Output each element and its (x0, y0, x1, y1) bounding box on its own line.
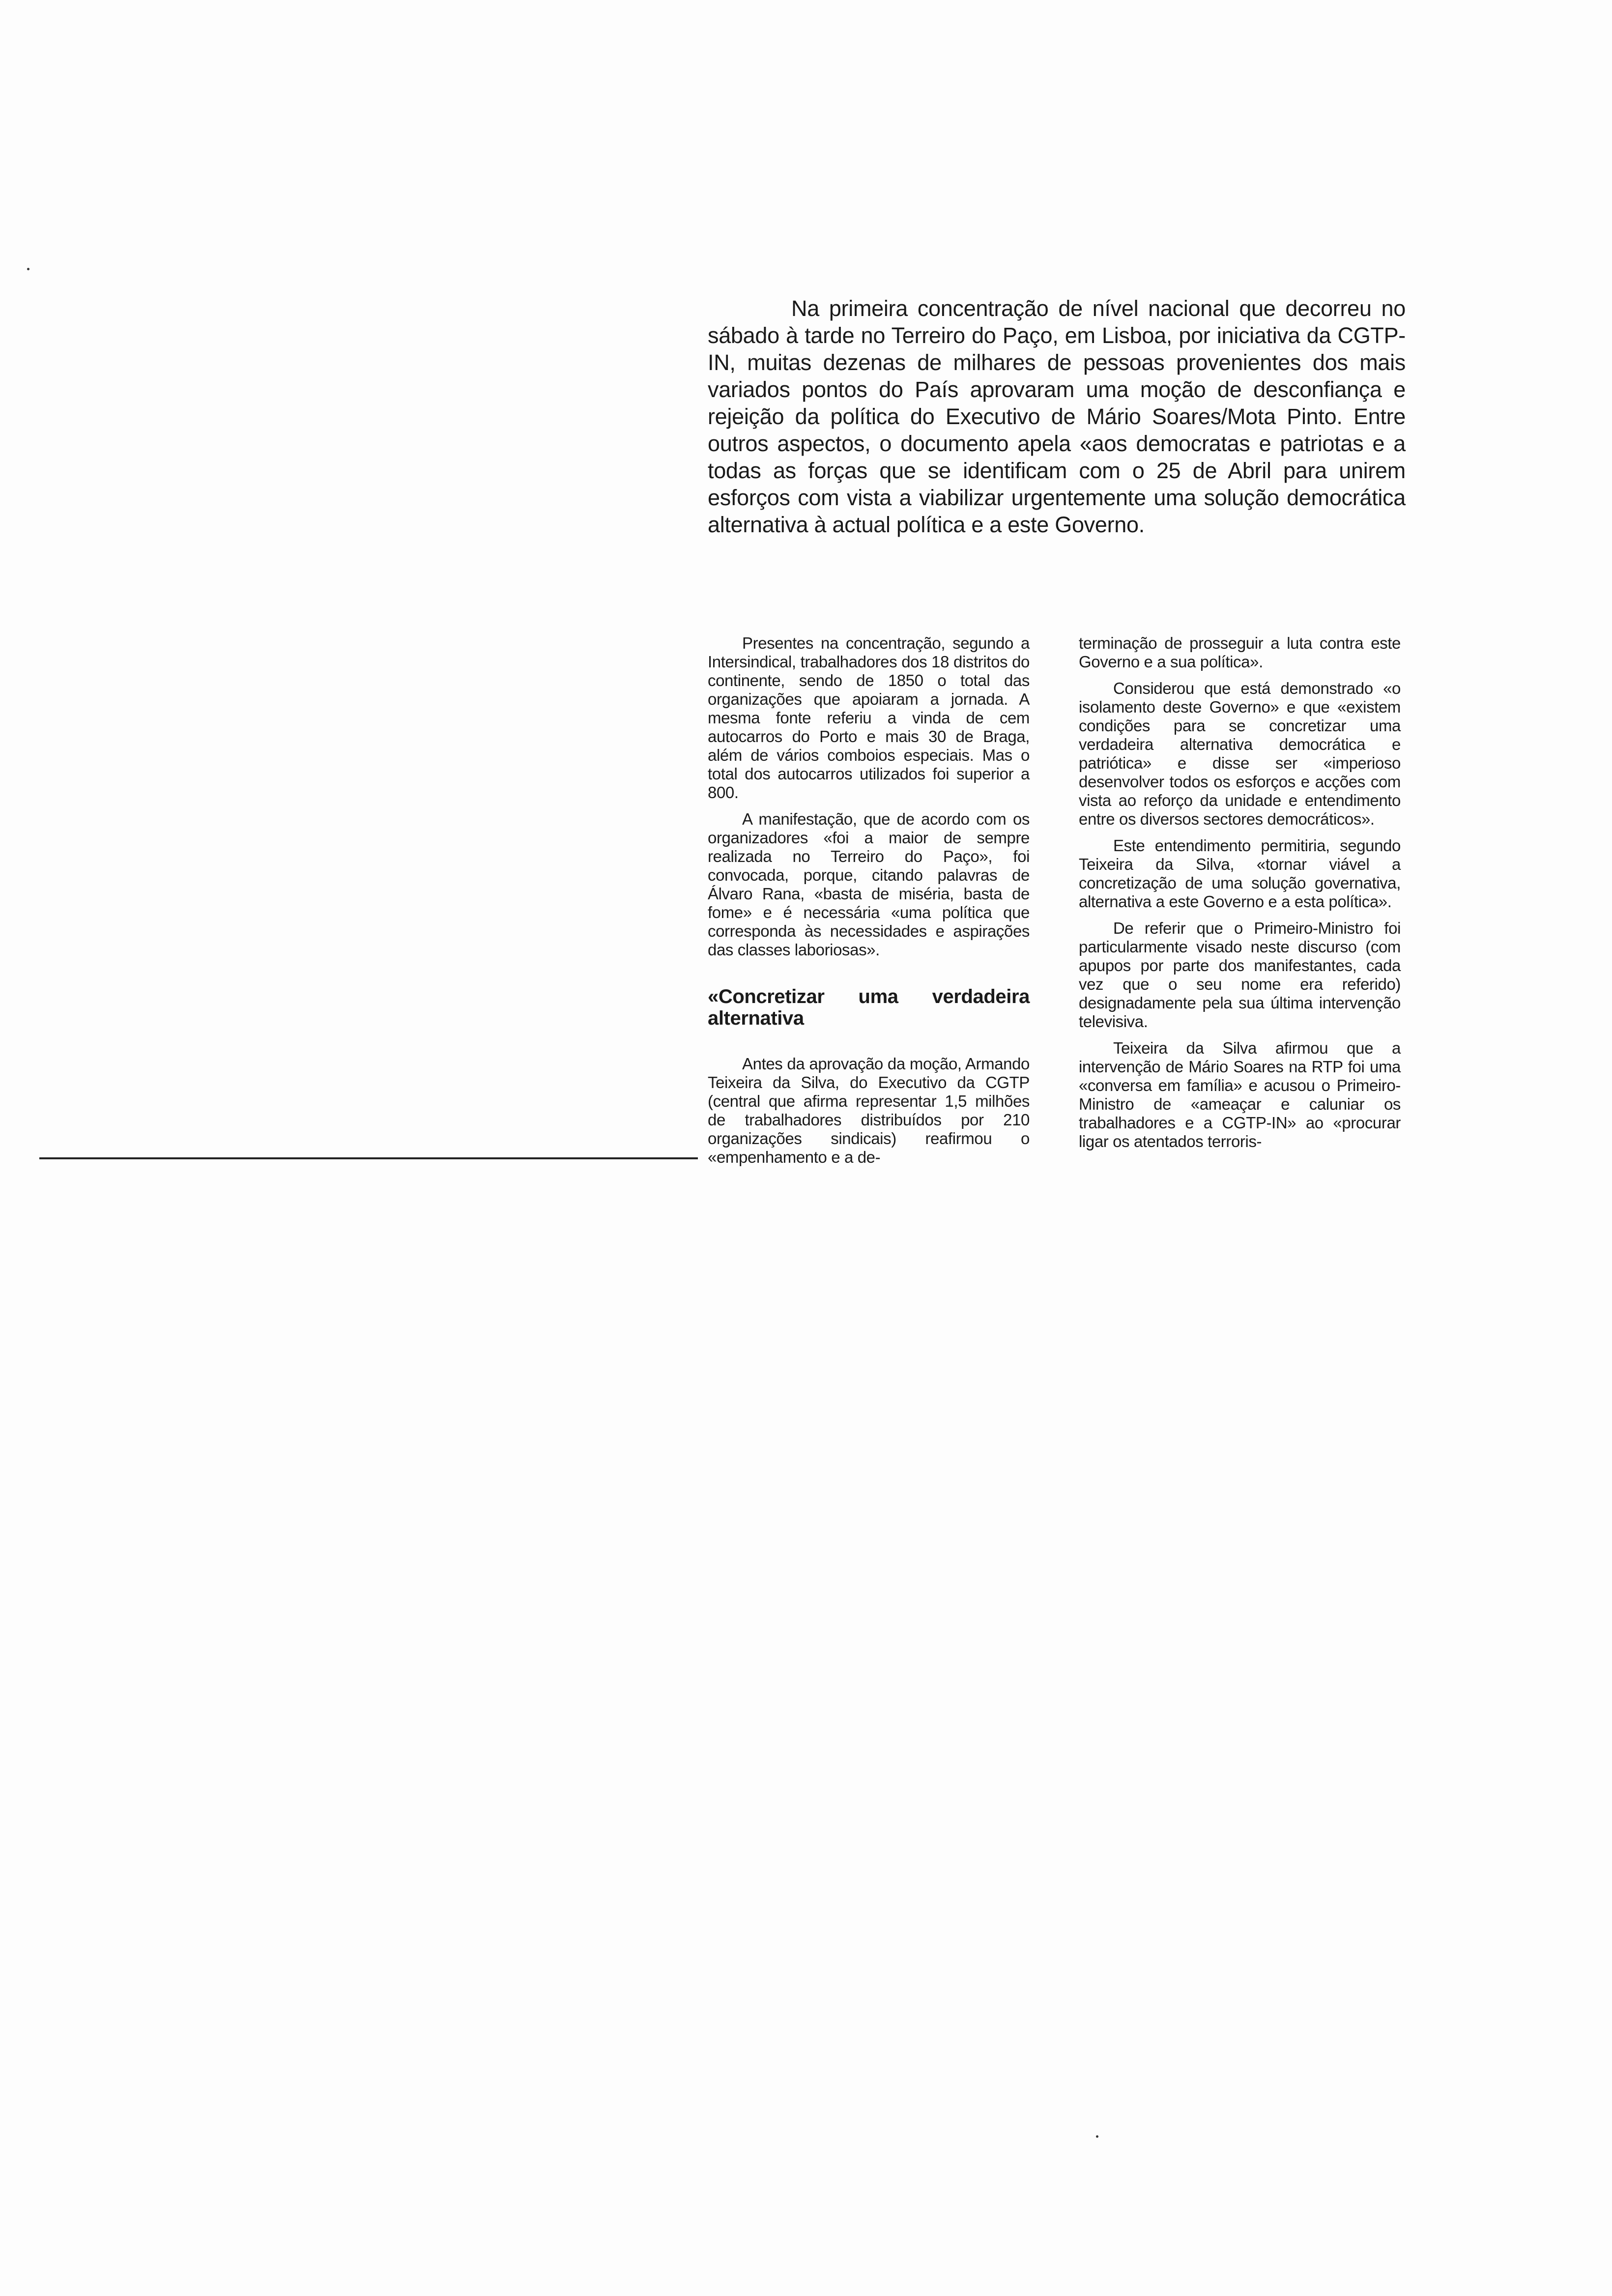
bottom-rule (39, 1157, 698, 1159)
article-paragraph: A manifestação, que de acordo com os organizadores «foi a maior de sempre realizada no Terreiro do Paço», foi convocada, porque, citando palavras de Álvaro Rana, «basta de miséria, basta de fome» e é necessária «uma política que corresponda às necessidades e aspirações das classes laboriosas». (708, 810, 1030, 959)
article-lead: Na primeira concentração de nível nacional que decorreu no sábado à tarde no Terreiro do Paço, em Lisboa, por iniciativa da CGTP-IN, muitas dezenas de milhares de pessoas provenientes dos mais variados pontos do País aprovaram uma moção de desconfiança e rejeição da política do Executivo de Mário Soares/Mota Pinto. Entre outros aspectos, o documento apela «aos democratas e patriotas e a todas as forças que se identificam com o 25 de Abril para unirem esforços com vista a viabilizar urgentemente uma solução democrática alternativa à actual política e a este Governo. (708, 296, 1406, 537)
article-paragraph: Presentes na concentração, segundo a Intersindical, trabalhadores dos 18 distritos do continente, sendo de 1850 o total das organizações que apoiaram a jornada. A mesma fonte referiu a vinda de cem autocarros do Porto e mais 30 de Braga, além de vários comboios especiais. Mas o total dos autocarros utilizados foi superior a 800. (708, 634, 1030, 802)
article-subheading: «Concretizar uma verdadeira alternativa (708, 986, 1030, 1029)
article-paragraph: Considerou que está demonstrado «o isolamento deste Governo» e que «existem condições para se concretizar uma verdadeira alternativa democrática e patriótica» e disse ser «imperioso desenvolver todos os esforços e acções com vista ao reforço da unidade e entendimento entre os diversos sectores democráticos». (1079, 679, 1401, 828)
scan-speck (27, 268, 29, 270)
scan-speck (1096, 2135, 1098, 2138)
article-paragraph: Este entendimento permitiria, segundo Teixeira da Silva, «tornar viável a concretização de uma solução governativa, alternativa a este Governo e a esta política». (1079, 836, 1401, 911)
article-paragraph: Teixeira da Silva afirmou que a intervenção de Mário Soares na RTP foi uma «conversa em família» e acusou o Primeiro-Ministro de «ameaçar e caluniar os trabalhadores e a CGTP-IN» ao «procurar ligar os atentados terroris- (1079, 1039, 1401, 1150)
newspaper-clipping (708, 275, 1406, 1166)
article-paragraph: De referir que o Primeiro-Ministro foi particularmente visado neste discurso (com apupos por parte dos manifestantes, cada vez que o seu nome era referido) designadamente pela sua última intervenção televisiva. (1079, 919, 1401, 1031)
article-paragraph: terminação de prosseguir a luta contra este Governo e a sua política». (1079, 634, 1401, 671)
article-right-column (1079, 634, 1401, 1159)
article-paragraph: Antes da aprovação da moção, Armando Teixeira da Silva, do Executivo da CGTP (central que afirma representar 1,5 milhões de trabalhadores distribuídos por 210 organizações sindicais) reafirmou o «empenhamento e a de- (708, 1055, 1030, 1166)
article-left-column (708, 634, 1030, 1175)
